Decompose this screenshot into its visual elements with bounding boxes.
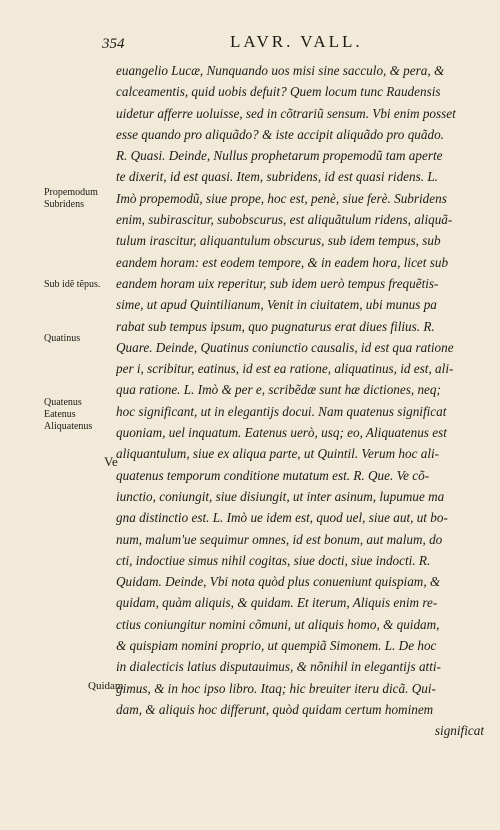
text-line: cti, indoctiue simus nihil cogitas, siue docti, siue indocti. R. [116,552,431,568]
text-line: quidam, quàm aliquis, & quidam. Et iterum, Aliquis enim re- [116,595,438,611]
text-line: Imò propemodũ, siue prope, hoc est, penè, siue ferè. Subridens [116,190,447,206]
margin-note-term: Quatinus [44,333,81,344]
text-line: & quispiam nomini proprio, ut quempiã Simonem. L. De hoc [116,638,437,654]
text-line: num, malum'ue sequimur omnes, id est bonum, aut malum, do [116,531,443,547]
page-number: 354 [102,36,125,52]
text-line: gimus, & in hoc ipso libro. Itaq; hic breuiter iteru dicã. Qui- [116,680,436,696]
text-line: enim, subirascitur, subobscurus, est aliquãtulum ridens, aliquã- [116,212,453,228]
margin-note-term: Quatenus [44,397,82,408]
text-line: significat [434,723,484,739]
margin-note [44,279,114,291]
text-line: uidetur afferre uoluisse, sed in cõtrariũ sensum. Vbi enim posset [116,105,456,121]
text-line: euangelio Lucæ, Nunquando uos misi sine sacculo, & pera, & [116,63,445,78]
text-line: iunctio, coniungit, siue disiungit, ut inter asinum, lupumue ma [116,488,445,504]
text-line: per i, scribitur, eatinus, id est ea ratione, aliquatinus, id est, ali- [116,361,454,377]
text-line: te dixerit, id est quasi. Item, subridens, id est quasi ridens. L. [116,169,438,185]
margin-note [44,397,114,433]
margin-note-term: Subridens [44,199,84,210]
text-line: quoniam, uel inquatum. Eatenus uerò, usq; eo, Aliquatenus est [116,425,447,441]
text-line: Quare. Deinde, Quatinus coniunctio causalis, id est qua ratione [116,339,454,355]
text-line: sime, ut apud Quintilianum, Venit in ciuitatem, ubi munus pa [116,297,437,313]
margin-note [88,680,158,692]
margin-note-term: Sub idẽ tẽpus. [44,279,101,290]
margin-note [44,187,114,211]
running-title: LAVR. VALL. [230,32,363,51]
margin-note [104,455,174,469]
text-line: esse quando pro aliquãdo? & iste accipit aliquãdo pro quãdo. [116,126,444,142]
text-line: dam, & aliquis hoc differunt, quòd quidam certum hominem [116,701,434,717]
text-line: qua ratione. L. Imò & per e, scribẽdæ sunt hæ dictiones, neq; [116,382,441,398]
text-line: ctius coniungitur nomini cõmuni, ut aliquis homo, & quidam, [116,616,440,632]
text-line: calceamentis, quid uobis defuit? Quem locum tunc Raudensis [116,84,441,100]
margin-note-term: Propemodum [44,187,98,198]
margin-note [44,333,114,345]
text-line: aliquantulum, siue ex aliqua parte, ut Quintil. Verum hoc ali- [116,446,440,462]
text-line: quatenus temporum conditione mutatum est. R. Que. Ve cõ- [116,467,430,483]
text-line: in dialecticis latius disputauimus, & nõnihil in elegantijs atti- [116,659,441,675]
text-line: Quidam. Deinde, Vbi nota quòd plus conueniunt quispiam, & [116,574,441,590]
text-line: rabat sub tempus ipsum, quo pugnaturus erat diues filius. R. [116,318,435,334]
margin-note-term: Ve [104,454,118,469]
text-line: R. Quasi. Deinde, Nullus prophetarum propemodũ tam aperte [116,148,443,164]
text-line: gna distinctio est. L. Imò ue idem est, quod uel, siue aut, ut bo- [116,510,448,526]
text-line: eandem horam: est eodem tempore, & in eadem hora, licet sub [116,254,449,270]
margin-note-term: Quidam [88,680,124,692]
text-line: tulum irascitur, aliquantulum obscurus, sub idem tempus, sub [116,233,441,249]
margin-note-term: Eatenus [44,409,76,420]
text-line: eandem horam uix reperitur, sub idem uerò tempus frequẽtis- [116,275,439,291]
page-header [102,30,482,60]
margin-note-term: Aliquatenus [44,421,93,432]
text-line: hoc significant, ut in elegantijs docui. Nam quatenus significat [116,403,447,419]
body-text [116,60,484,742]
